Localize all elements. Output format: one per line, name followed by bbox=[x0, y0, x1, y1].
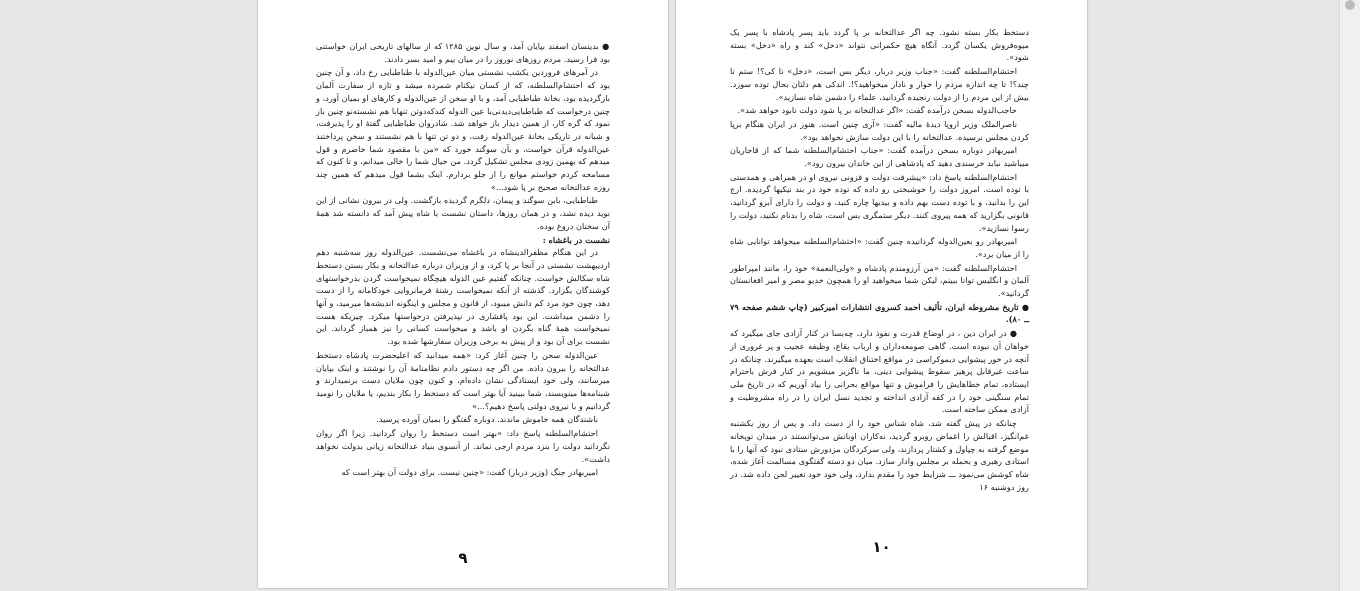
paragraph: ناصرالملک وزیر اروپا دیدهٔ مالیه گفت: «آری چنین است. هنوز در ایران هنگام برپا کردن مجلس نرسیده. عدالتخانه را با این دولت سازش نخواهد بود». bbox=[730, 118, 1029, 142]
page-9 bbox=[258, 0, 668, 588]
paragraph: امیربهادر دوباره بسخن درآمده گفت: «جناب احتشام‌السلطنه شما که از قاجاریان میباشید نباید خرسندی دهید که پادشاهی از این خاندان بیرون رود». bbox=[730, 145, 1029, 169]
footnote: ● تاریخ مشروطه ایران، تألیف احمد کسروی انتشارات امیرکبیر (چاپ ششم صفحه ۷۹ ــ ۸۰). bbox=[730, 301, 1029, 325]
paragraph: در این هنگام مظفرالدینشاه در باغشاه می‌نشست. عین‌الدوله روز سه‌شنبه دهم اردیبهشت نشستی در آنجا بر پا کرد، و از وزیران درباره عدالتخانه و بکار بستن دستخط شاه سکالش خواست. چنانکه گفتیم عین الدوله هیچگاه نمیخواست گردن بدرخواستهای کوشندگان بگزارد. گذشته از آنکه نمیخواست رشتهٔ فرمانروایی خودکامانه را از دست دهد، چون خود مرد کم دانش میبود، از قانون و مجلس و اینگونه اندیشه‌ها میرمید، و آنها را دشمن میداشت. این بود پافشاری در نپذیرفتن درخواستها میکرد. چیزیکه هست نمیخواست همهٔ گناه بگردن او باشد و میخواست کسانی را نیز همباز گرداند. این نشست برای آن بود و از پیش به برخی وزیران سفارشها شده بود. bbox=[316, 247, 610, 347]
page-9-text bbox=[316, 40, 610, 480]
paragraph: امیربهادر رو بعین‌الدوله گردانیده چنین گفت: «احتشام‌السلطنه میخواهد توانایی شاه را از میان برد». bbox=[730, 236, 1029, 259]
page-10-text bbox=[730, 26, 1029, 494]
paragraph: طباطبایی، بابن سوگند و پیمان، دلگرم گردیده بازگشت. ولی در بیرون نشانی از این نوید دیده نشد، و در همان روزها، داستان نشست با شاه پیش آمد که دانسته شد همهٔ آن سخنان دروغ بوده. bbox=[316, 195, 610, 231]
vertical-scrollbar[interactable] bbox=[1339, 0, 1360, 591]
section-heading: نشست در باغشاه : bbox=[542, 234, 610, 245]
paragraph: احتشام‌السلطنه گفت: «من آرزومندم پادشاه و «ولی‌النعمة» خود را، مانند امپراطور آلمان و انگلیس توانا ببینم، لیکن شما میخواهید او را همچون خدیو مصر و امیر افغانستان گردانید». bbox=[730, 262, 1029, 299]
paragraph: چنانکه در پیش گفته شد، شاه شناس خود را از دست داد. و پس از روز یکشنبه غم‌انگیز، اقبالش را اغماض روبرو گردید، نه‌کاران او‌بانش می‌توانستند در میدان توپخانه موضع گرفته به چپاول و کشتار پردازند، ولی سرکردگان مزدورش ستادی نبود که آنها را با استادی رهبری و بحمله بر مجلس وادار سازد. میان دو دسته گفتگوی مسالمت آغاز شده، شاه کوشش می‌نمود ـــ شرایط خود را مقدم بدارد، ولی خود خود تغییر لحن داده شد. در روز دوشنبه ۱۶ bbox=[730, 418, 1029, 492]
paragraph: عین‌الدوله سخن را چنین آغاز کرد: «همه میدانید که اعلیحضرت پادشاه دستخط عدالتخانه را بیرون داده. من اگر چه دستور دادم نظامنامهٔ آن را نوشتند و اینک بپایان میرسانند، ولی خود ایستادگی نشان داده‌ام، و کنون چون ملایان دست برنمیدارند و شبنامه‌ها مینویسند، شما ببینید آیا بهتر است که دستخط را بکار بندیم، یا ملایان را نومید گردانیم و با نیروی دولتی پاسخ دهیم؟...» bbox=[316, 349, 610, 411]
paragraph: احتشام‌السلطنه پاسخ داد: «بهتر است دستخط را روان گردانید. زیرا اگر روان نگردانید دولت را بنزد مردم ارجی نماند. از آنسوی بنیاد عدالتخانه زیانی بدولت نخواهد داشت». bbox=[316, 428, 610, 464]
paragraph: ● در ایران دین ، در اوضاع قدرت و نفوذ دارد، چه‌بسا در کنار آزادی جای میگیرد که خواهان آن نبوده است. گاهی صومعه‌داران و ارباب بقاع، وظیفه عجیب و پر غروری از آنچه در خور پیشوایی دیموکراسی در مواقع اختناق انقلاب است بعهده میگیرند. چنانکه در ساعت غیرقابل پرهیز سقوط پیشوایی دینی، ما ناگزیر میشویم در کنار فرش باحترام ایستاده، تمام خطاهایش را فراموش و تنها مواقع بحرانی را بیاد آوریم که در تاریخ ملی تمام سنگینی خود را در کفه آزادی انداخته و تجدید نسل ایران را در راه مشروطیت و آزادی ممکن ساخته است. bbox=[730, 328, 1029, 415]
page-10 bbox=[676, 0, 1087, 588]
paragraph: باشندگان همه خاموش ماندند. دوباره گفتگو را بمیان آورده پرسید. bbox=[376, 414, 598, 425]
paragraph: دستخط بکار بسته نشود. چه اگر عدالتخانه بر پا گردد باید پسر پادشاه با پسر یک میوه‌فروش یکسان گردد. آنگاه هیچ حکمرانی نتواند «دخل» کند و راه «دخل» بسته شود». bbox=[730, 27, 1029, 63]
paragraph: احتشام‌السلطنه پاسخ داد: «پیشرفت دولت و فزونی نیروی او در همراهی و همدستی با توده است. امروز دولت را خوشبختی رو داده که توده خود در بند نیکیها گردیده. ارج این را بدانید، و با توده دست بهم داده و بیدیها چاره کنید، و دولت را دارای آبرو گردانید، قانونی بگزارید که همه پیروی کنند. دیگر ستمگری بس است، شاه را بدنام نکنید، دولت را رسوا نسازید». bbox=[730, 171, 1029, 233]
page-number: ۹ bbox=[458, 549, 468, 567]
paragraph: احتشام‌السلطنه گفت: «جناب وزیر دربار، دیگر بس است، «دخل» تا کی؟! ستم تا چند؟! تا چه اندازه مردم را خوار و نادار میخواهید؟!. اندکی هم دلتان بحال توده سوزد. بیش از این مردم را از دولت رنجیده گردانید، علماء را دشمن شاه نسازید». bbox=[730, 66, 1029, 102]
paragraph: ● بدینسان اسفند بپایان آمد، و سال نوین ۱۲۸۵ که از سالهای تاریخی ایران خواستنی بود فرا رسید. مردم روزهای نوروز را در میان بیم و امید بسر دادند. bbox=[316, 41, 610, 64]
scrollbar-track[interactable] bbox=[1340, 16, 1360, 591]
paragraph: حاجب‌الدوله بسخن درآمده گفت: «اگر عدالتخانه بر پا شود دولت نابود خواهد شد». bbox=[737, 105, 1017, 116]
paragraph: در آمرهای فروردین یکشب نشستی میان عین‌الدوله با طباطبایی رخ داد، و آن چنین بود که احتشام‌السلطنه، که از کسان نیکنام شمرده میشد و تازه از سفارت آلمان بازگردیده بود، بخانهٔ طباطبایی آمد، و با او سخن از عین‌الدوله و کارهای او بمیان آورد، و چنین درخواست که طباطبایی‌دیدنی‌با عین الدوله کندکه‌دوتن تنهابا هم نشسته‌نو چنین باز نمود که گره کار، از همین دیدار باز خواهد شد. شادروان طباطبایی گفتهٔ او را پذیرفت، و شبانه در تاریکی بخانهٔ عین‌الدوله رفت، و دو تن تنها با هم نشستند و سخن پرداختند عین‌الدوله قرآن خواست، و بآن سوگند خورد که «من با مقصود شما خاضرم و قول میدهم که بهمین زودی مجلس تشکیل گردد. من خیال شما را خالی میدانم، و تا کنون که مسامحه کردم خواستم موانع را از جلو بردارم. اینک بشما قول میدهم که همین چند روزه عدالتخانه صحیح بر پا شود...» bbox=[316, 67, 610, 192]
page-number: ۱۰ bbox=[872, 538, 891, 556]
scroll-up-arrow-icon[interactable] bbox=[1340, 0, 1360, 16]
paragraph: امیربهادر جنگ (وزیر دربار) گفت: «چنین نیست. برای دولت آن بهتر است که bbox=[341, 467, 598, 478]
